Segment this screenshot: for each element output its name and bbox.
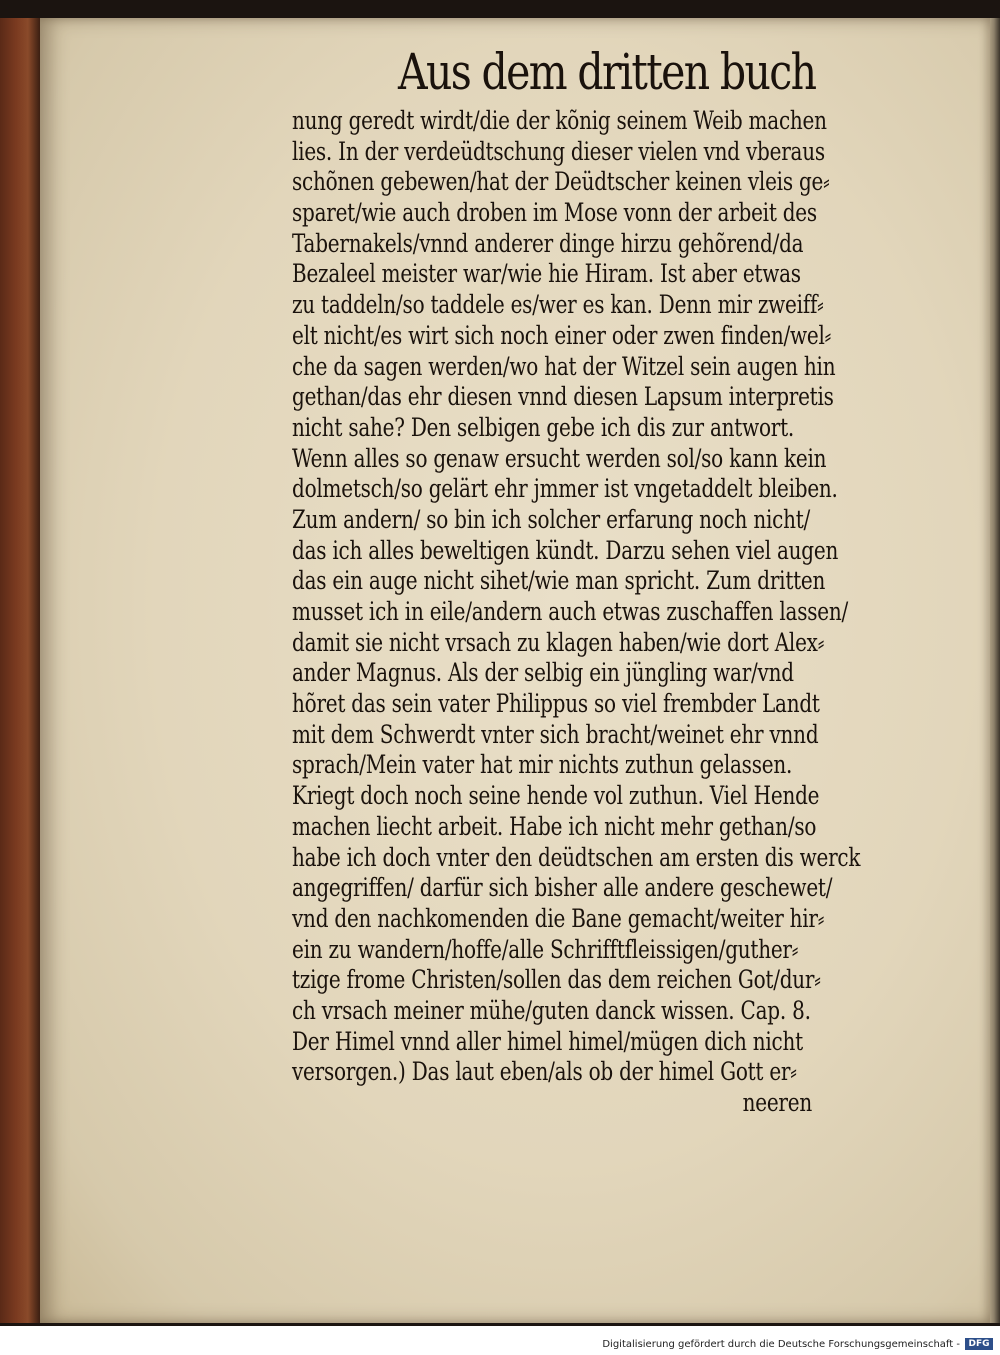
catchword: neeren [742,1088,812,1117]
text-line: mit dem Schwerdt vnter sich bracht/weinet ehr vnnd [292,719,819,749]
book-binding-edge [0,18,40,1323]
text-line: gethan/das ehr diesen vnnd diesen Lapsum interpretis [292,382,834,412]
text-line: nung geredt wirdt/die der kõnig seinem Weib machen [292,106,827,135]
text-line: schõnen gebewen/hat der Deüdtscher keinen vleis ge⸗ [292,167,830,197]
text-line: zu taddeln/so taddele es/wer es kan. Denn mir zweiff⸗ [292,290,824,320]
text-line: ander Magnus. Als der selbig ein jüngling war/vnd [292,658,794,688]
text-line: machen liecht arbeit. Habe ich nicht mehr gethan/so [292,811,817,841]
text-line: vnd den nachkomenden die Bane gemacht/weiter hir⸗ [292,903,825,933]
text-line: damit sie nicht vrsach zu klagen haben/wie dort Alex⸗ [292,627,825,657]
text-line: das ein auge nicht sihet/wie man spricht. Zum dritten [292,566,826,596]
text-line: Zum andern/ so bin ich solcher erfarung noch nicht/ [292,504,811,534]
text-line: Der Himel vnnd aller himel himel/mügen dich nicht [292,1026,803,1056]
text-line: versorgen.) Das laut eben/als ob der himel Gott er⸗ [292,1057,797,1087]
text-line: lies. In der verdeüdtschung dieser vielen vnd vberaus [292,136,825,166]
catchword-line [292,1088,812,1119]
text-line: angegriffen/ darfür sich bisher alle andere geschewet/ [292,873,833,903]
dfg-logo: DFG [965,1338,993,1350]
footer-credit: Digitalisierung gefördert durch die Deutsche Forschungsgemeinschaft - [602,1339,960,1350]
text-line: das ich alles beweltigen kündt. Darzu sehen viel augen [292,535,839,565]
text-line: nicht sahe? Den selbigen gebe ich dis zur antwort. [292,412,795,442]
text-line: dolmetsch/so gelärt ehr jmmer ist vngetaddelt bleiben. [292,474,838,504]
text-line: musset ich in eile/andern auch etwas zuschaffen lassen/ [292,597,848,626]
body-text [292,106,942,1119]
text-line: tzige frome Christen/sollen das dem reichen Got/dur⸗ [292,965,821,995]
text-line: elt nicht/es wirt sich noch einer oder zwen finden/wel⸗ [292,320,832,350]
text-line: Bezaleel meister war/wie hie Hiram. Ist aber etwas [292,259,801,289]
text-line: sprach/Mein vater hat mir nichts zuthun gelassen. [292,750,793,780]
text-line: ch vrsach meiner mühe/guten danck wissen. Cap. 8. [292,995,811,1025]
running-header: Aus dem dritten buch [398,43,816,101]
text-line: habe ich doch vnter den deüdtschen am ersten dis werck [292,842,861,872]
text-line: hõret das sein vater Philippus so viel frembder Landt [292,689,820,719]
text-line: ein zu wandern/hoffe/alle Schrifftfleissigen/guther⸗ [292,934,799,964]
text-line: Kriegt doch noch seine hende vol zuthun. Viel Hende [292,781,820,811]
text-line: Wenn alles so genaw ersucht werden sol/so kann kein [292,443,827,473]
text-line: Tabernakels/vnnd anderer dinge hirzu gehõrend/da [292,228,804,258]
text-line: che da sagen werden/wo hat der Witzel sein augen hin [292,351,836,381]
text-line: sparet/wie auch droben im Mose vonn der arbeit des [292,198,817,228]
